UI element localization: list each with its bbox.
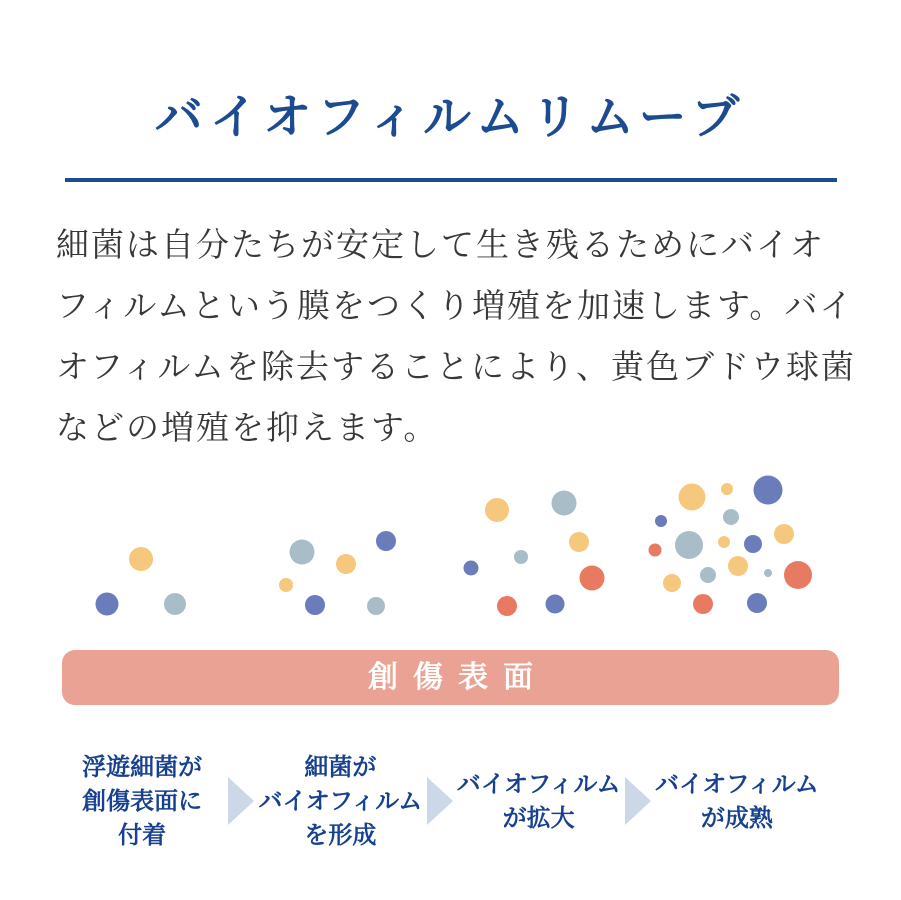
intro-line: などの増殖を抑えます。	[56, 408, 439, 448]
intro-paragraph	[56, 214, 857, 458]
step-line: が拡大	[502, 804, 575, 833]
intro-line: フィルムという膜をつくり増殖を加速します。バイ	[56, 286, 855, 326]
step-item-form	[256, 750, 424, 852]
step-arrow-icon	[625, 777, 651, 825]
step-item-expand	[455, 767, 623, 835]
title-divider	[65, 178, 837, 182]
step-item-mature	[653, 767, 821, 835]
step-item-attach	[58, 750, 226, 852]
step-line: が成熟	[700, 804, 773, 833]
page-title: バイオフィルムリムーブ	[154, 89, 747, 145]
wound-surface-label: 創傷表面	[368, 659, 548, 695]
step-line: を形成	[304, 821, 377, 850]
intro-line: 細菌は自分たちが安定して生き残るためにバイオ	[56, 225, 826, 265]
step-line: 浮遊細菌が	[82, 753, 203, 782]
intro-line: オフィルムを除去することにより、黄色ブドウ球菌	[56, 347, 857, 387]
step-arrow-icon	[427, 777, 453, 825]
step-line: 創傷表面に	[82, 787, 203, 816]
wound-surface-bar	[62, 650, 839, 705]
step-arrow-icon	[228, 777, 254, 825]
step-line: バイオフィルム	[258, 787, 423, 816]
step-line: 付着	[118, 821, 167, 850]
step-line: バイオフィルム	[456, 770, 621, 799]
step-line: 細菌が	[304, 753, 377, 782]
biofilm-steps	[58, 750, 821, 852]
diagram-area-spacer	[0, 458, 901, 650]
step-line: バイオフィルム	[655, 770, 819, 799]
